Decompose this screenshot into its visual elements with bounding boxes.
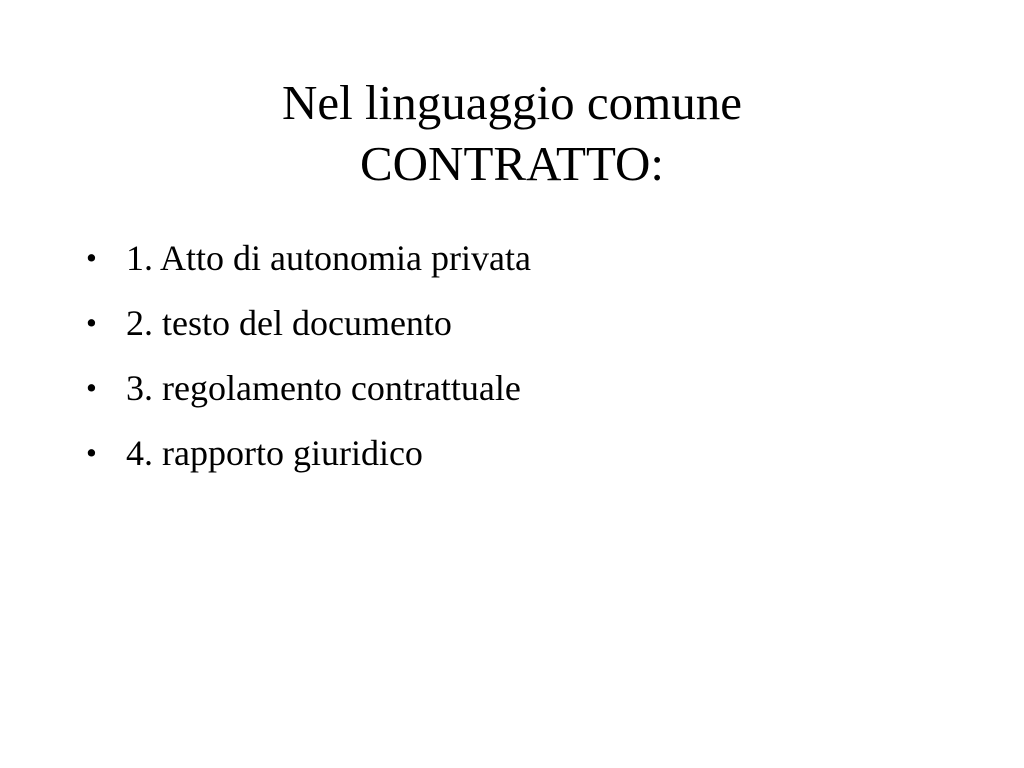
- bullet-text-3: 3. regolamento contrattuale: [126, 368, 521, 408]
- slide-title-line-1: Nel linguaggio comune: [282, 75, 742, 130]
- bullet-dot-icon: •: [86, 370, 97, 405]
- bullet-dot-icon: •: [86, 240, 97, 275]
- bullet-text-4: 4. rapporto giuridico: [126, 433, 423, 473]
- bullet-text-2: 2. testo del documento: [126, 303, 452, 343]
- bullet-text-1: 1. Atto di autonomia privata: [126, 238, 531, 278]
- slide-title-line-2: CONTRATTO:: [359, 136, 664, 191]
- slide-title: [0, 72, 1024, 194]
- bullet-dot-icon: •: [86, 435, 97, 470]
- bullet-dot-icon: •: [86, 305, 97, 340]
